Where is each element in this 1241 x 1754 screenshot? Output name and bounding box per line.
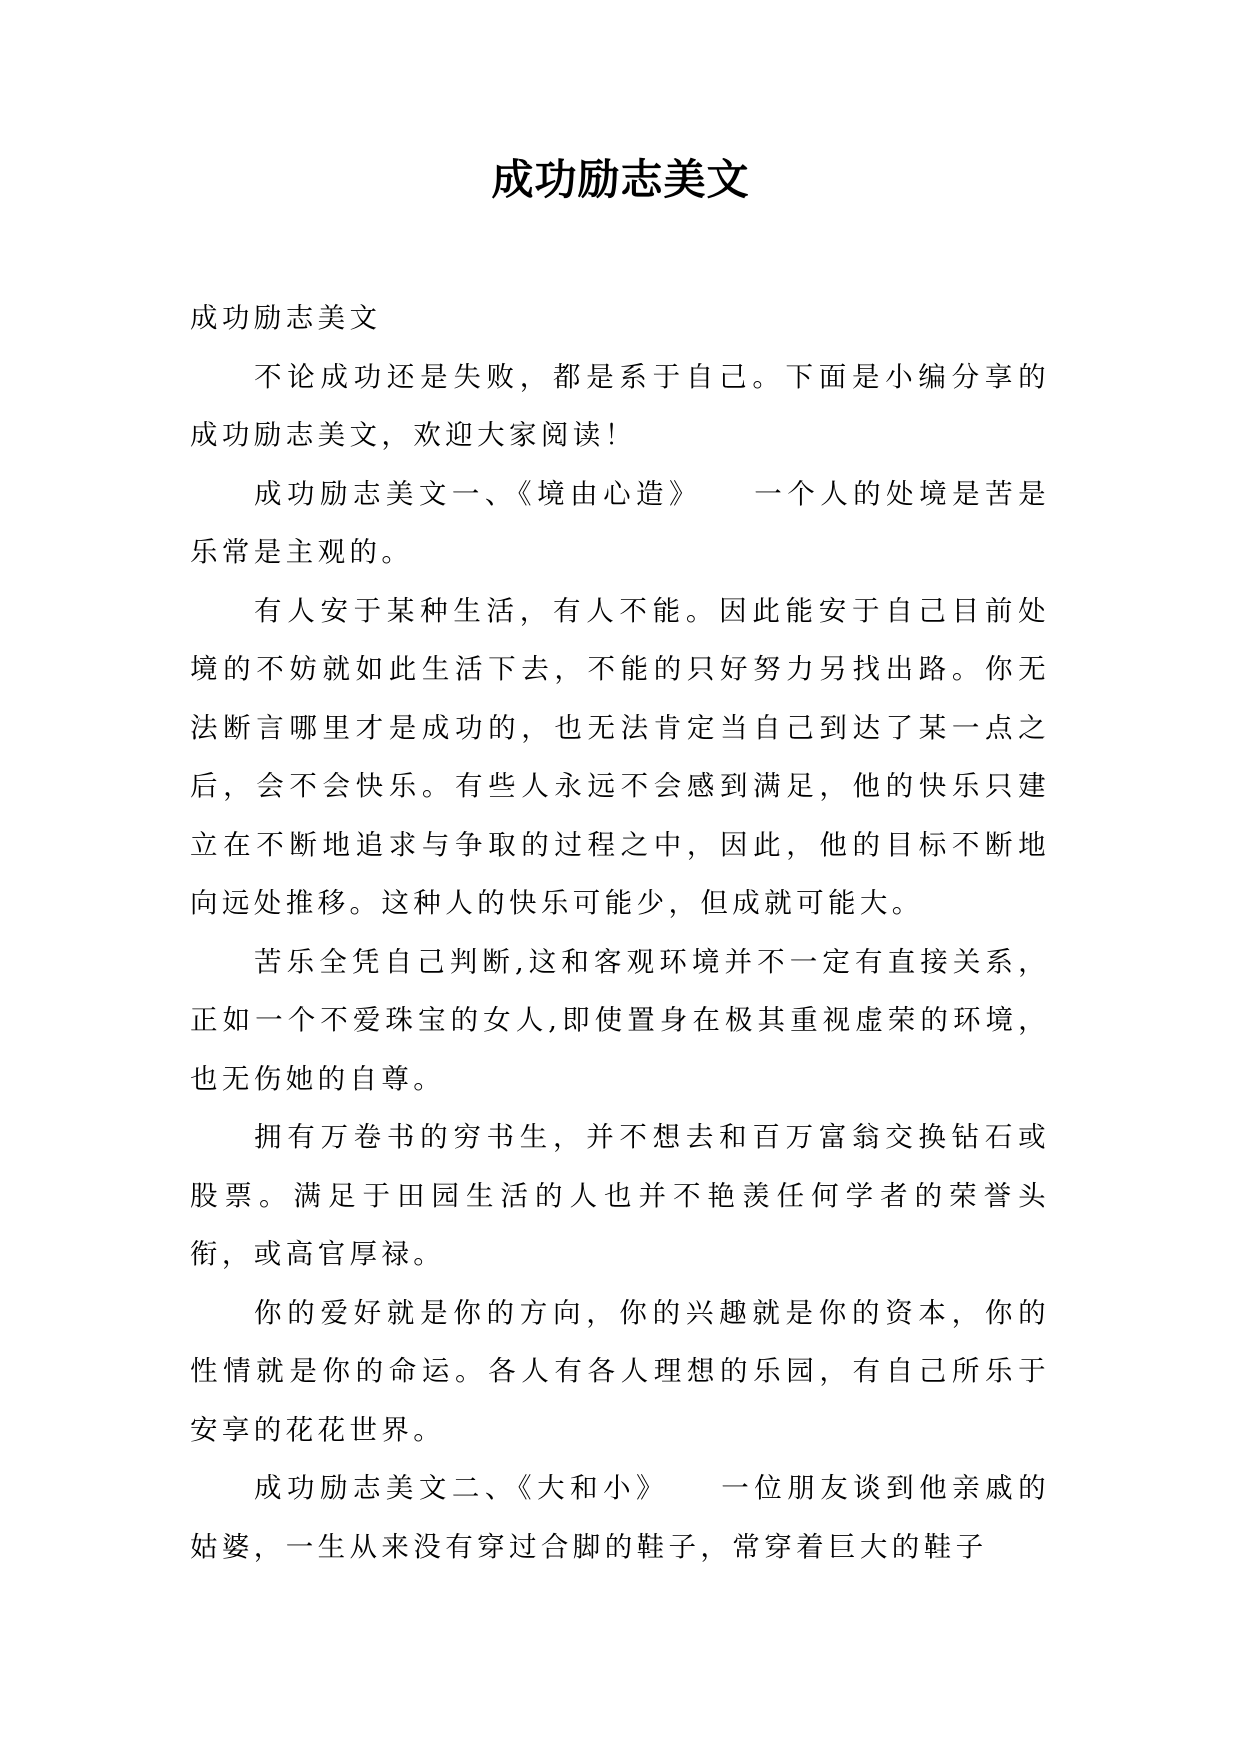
paragraph-section-two-heading: 成功励志美文二、《大和小》 一位朋友谈到他亲戚的姑婆，一生从来没有穿过合脚的鞋子，常穿着巨大的鞋子: [190, 1472, 1050, 1563]
paragraph-contentment: 有人安于某种生活，有人不能。因此能安于自己目前处境的不妨就如此生活下去，不能的只好努力另找出路。你无法断言哪里才是成功的，也无法肯定当自己到达了某一点之后，会不会快乐。有些人永远不会感到满足，他的快乐只建立在不断地追求与争取的过程之中，因此，他的目标不断地向远处推移。这种人的快乐可能少，但成就可能大。: [190, 594, 1050, 919]
paragraph-hobby-direction: 你的爱好就是你的方向，你的兴趣就是你的资本，你的性情就是你的命运。各人有各人理想的乐园，有自己所乐于安享的花花世界。: [190, 1296, 1050, 1446]
document-title: 成功励志美文: [491, 155, 750, 204]
document-body: [190, 289, 1050, 1576]
paragraph-intro: 不论成功还是失败，都是系于自己。下面是小编分享的成功励志美文，欢迎大家阅读！: [190, 360, 1050, 451]
paragraph-joy-judgement: 苦乐全凭自己判断,这和客观环境并不一定有直接关系，正如一个不爱珠宝的女人,即使置身在极其重视虚荣的环境，也无伤她的自尊。: [190, 945, 1050, 1095]
paragraph-section-one-heading: 成功励志美文一、《境由心造》 一个人的处境是苦是乐常是主观的。: [190, 477, 1050, 568]
article-heading: 成功励志美文: [190, 302, 382, 334]
paragraph-scholar: 拥有万卷书的穷书生，并不想去和百万富翁交换钻石或股票。满足于田园生活的人也并不艳羡任何学者的荣誉头衔，或高官厚禄。: [190, 1121, 1050, 1270]
